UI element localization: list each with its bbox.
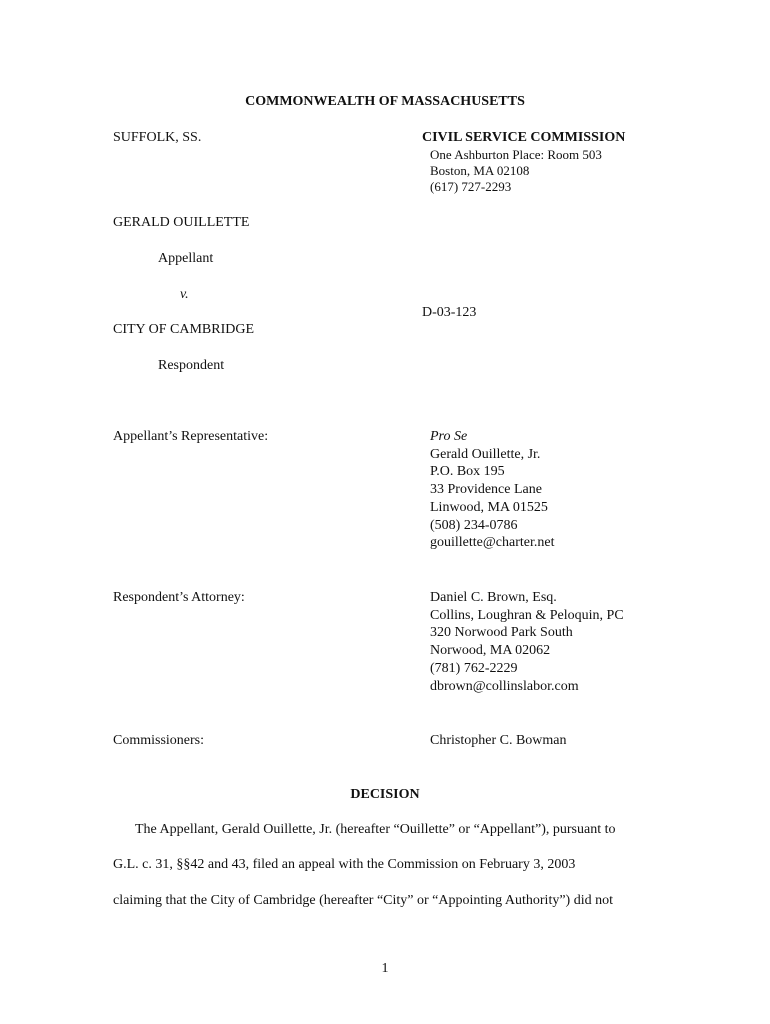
attorney-line: Norwood, MA 02062 [430,643,551,659]
appellant-role: Appellant [158,251,214,266]
decision-heading-row [0,786,770,804]
commissioners-label: Commissioners: [113,733,205,748]
agency-name: CIVIL SERVICE COMMISSION [422,130,626,145]
representative-line: P.O. Box 195 [430,464,505,480]
attorney-line: Collins, Loughran & Peloquin, PC [430,607,624,623]
page-number: 1 [381,961,389,976]
representative-line: Linwood, MA 01525 [430,499,548,515]
decision-line: The Appellant, Gerald Ouillette, Jr. (hereafter “Ouillette” or “Appellant”), pursuant to [135,822,616,837]
respondent-attorney-block [430,589,624,695]
representative-email: gouillette@charter.net [430,535,555,551]
attorney-email: dbrown@collinslabor.com [430,678,579,694]
docket-number: D-03-123 [422,305,477,320]
decision-line: claiming that the City of Cambridge (hereafter “City” or “Appointing Authority”) did not [113,893,613,908]
decision-heading: DECISION [350,787,420,802]
representative-line: 33 Providence Lane [430,482,542,498]
agency-address [430,147,602,195]
respondent-attorney-label: Respondent’s Attorney: [113,590,245,605]
attorney-line: (781) 762-2229 [430,660,518,676]
appellant-name: GERALD OUILLETTE [113,215,250,230]
jurisdiction-text: COMMONWEALTH OF MASSACHUSETTS [245,94,525,109]
county-label: SUFFOLK, SS. [113,130,202,145]
representative-line: (508) 234-0786 [430,517,518,533]
address-line: Boston, MA 02108 [430,163,530,178]
versus-label: v. [180,287,189,302]
attorney-line: 320 Norwood Park South [430,625,573,641]
address-line: (617) 727-2293 [430,179,512,194]
respondent-name: CITY OF CAMBRIDGE [113,322,255,337]
respondent-role: Respondent [158,358,225,373]
appellant-representative-block [430,428,554,552]
commissioner-name: Christopher C. Bowman [430,733,567,748]
decision-line: G.L. c. 31, §§42 and 43, filed an appeal with the Commission on February 3, 2003 [113,857,576,872]
pro-se-label: Pro Se [430,429,468,444]
page-number-row [0,960,770,978]
jurisdiction-heading [0,93,770,111]
representative-line: Gerald Ouillette, Jr. [430,446,541,462]
appellant-representative-label: Appellant’s Representative: [113,429,269,444]
address-line: One Ashburton Place: Room 503 [430,147,602,162]
attorney-line: Daniel C. Brown, Esq. [430,590,557,605]
